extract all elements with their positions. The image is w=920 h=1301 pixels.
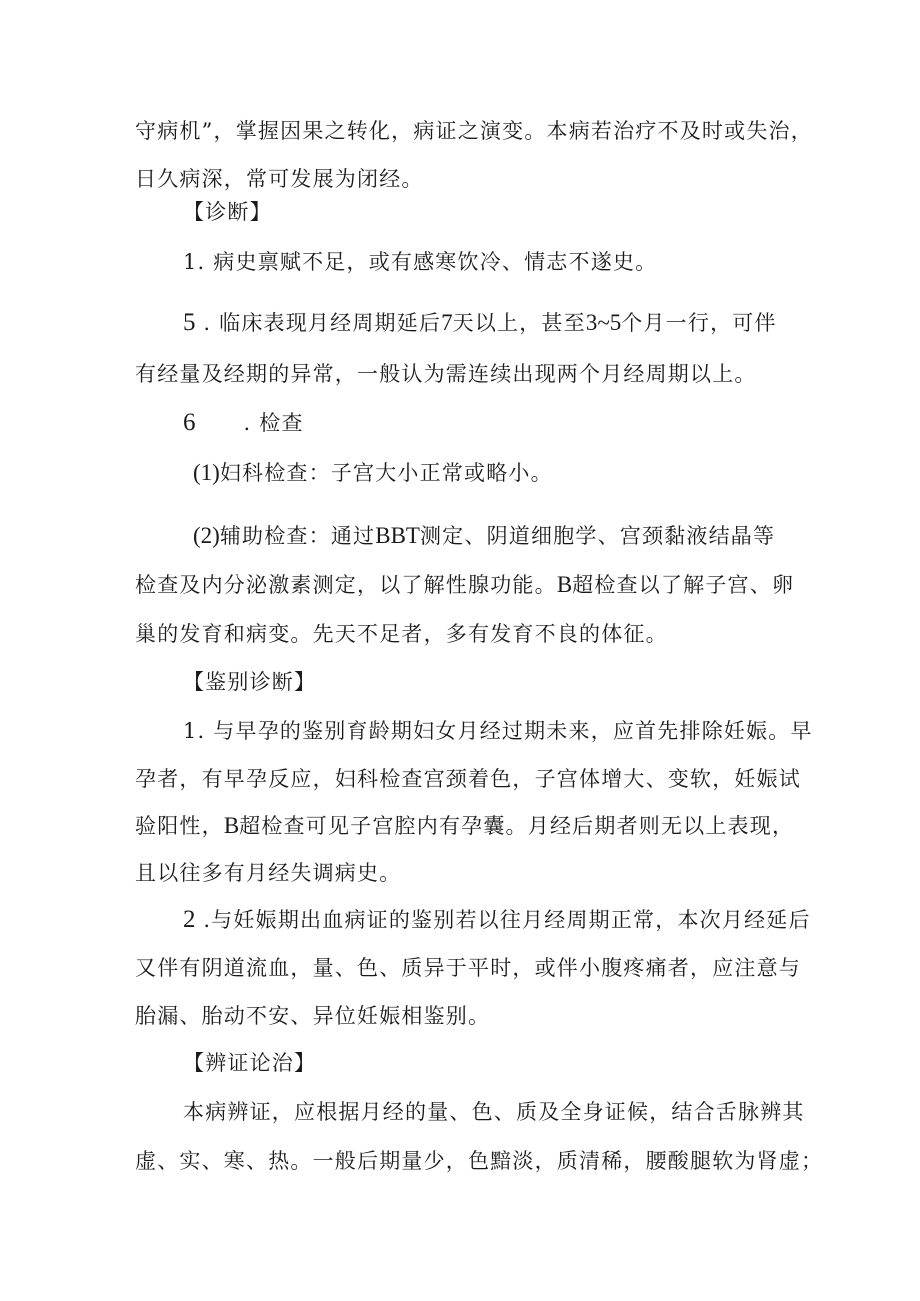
text-line: 虚、实、寒、热。一般后期量少，色黯淡，质清稀，腰酸腿软为肾虚； — [135, 1149, 824, 1173]
text-line: 又伴有阴道流血，量、色、质异于平时，或伴小腹疼痛者，应注意与 — [135, 956, 801, 980]
text-line — [183, 900, 811, 940]
item-number: 6 — [183, 409, 196, 436]
text-line: 日久病深，常可发展为闭经。 — [135, 167, 424, 191]
text-line — [135, 806, 794, 846]
text-fragment: . 检查 — [243, 411, 304, 435]
text-fragment: 超检查以了解子宫、卵 — [572, 573, 795, 597]
number-fragment: 3~5 — [585, 310, 622, 335]
item-number: 5 — [183, 309, 196, 336]
number-fragment: BBT — [375, 523, 420, 548]
text-fragment: 天以上，甚至 — [452, 311, 586, 335]
text-line: 巢的发育和病变。先天不足者，多有发育不良的体征。 — [135, 622, 668, 646]
section-heading-diagnosis: 【诊断】 — [183, 200, 272, 224]
text-line — [135, 565, 794, 605]
text-line — [193, 516, 775, 556]
text-line: 守病机”，掌握因果之转化，病证之演变。本病若治疗不及时或失治， — [135, 119, 813, 143]
item-number: (1) — [193, 460, 220, 485]
item-number: 2 — [183, 906, 196, 933]
number-fragment: 7 — [441, 310, 453, 335]
text-line — [183, 403, 304, 443]
text-line: 1. 与早孕的鉴别育龄期妇女月经过期未来，应首先排除妊娠。早 — [183, 719, 813, 743]
text-line: 1. 病史禀赋不足，或有感寒饮冷、情志不遂史。 — [183, 250, 658, 274]
text-line: 有经量及经期的异常，一般认为需连续出现两个月经周期以上。 — [135, 362, 757, 386]
text-line — [183, 303, 777, 343]
section-heading-treatment: 【辨证论治】 — [183, 1051, 317, 1075]
text-fragment: 检查及内分泌激素测定，以了解性腺功能。 — [135, 573, 557, 597]
text-line: 且以往多有月经失调病史。 — [135, 861, 402, 885]
text-fragment: 超检查可见子宫腔内有孕囊。月经后期者则无以上表现， — [239, 814, 795, 838]
number-fragment: B — [556, 572, 573, 597]
number-fragment: B — [223, 813, 240, 838]
text-fragment: 辅助检查：通过 — [219, 524, 376, 548]
section-heading-differential: 【鉴别诊断】 — [183, 670, 317, 694]
text-fragment: . 临床表现月经周期延后 — [195, 311, 442, 335]
text-line: 胎漏、胎动不安、异位妊娠相鉴别。 — [135, 1004, 491, 1028]
text-fragment: .与妊娠期出血病证的鉴别若以往月经周期正常，本次月经延后 — [195, 908, 811, 932]
item-number: (2) — [193, 523, 220, 548]
text-fragment: 测定、阴道细胞学、宫颈黏液结晶等 — [419, 524, 776, 548]
text-fragment: 个月一行，可伴 — [621, 311, 777, 335]
text-line: 本病辨证，应根据月经的量、色、质及全身证候，结合舌脉辨其 — [183, 1100, 805, 1124]
text-line — [193, 453, 553, 493]
text-fragment: 验阳性， — [135, 814, 224, 838]
text-line: 孕者，有早孕反应，妇科检查宫颈着色，子宫体增大、变软，妊娠试 — [135, 767, 801, 791]
text-fragment: 妇科检查：子宫大小正常或略小。 — [219, 461, 553, 485]
